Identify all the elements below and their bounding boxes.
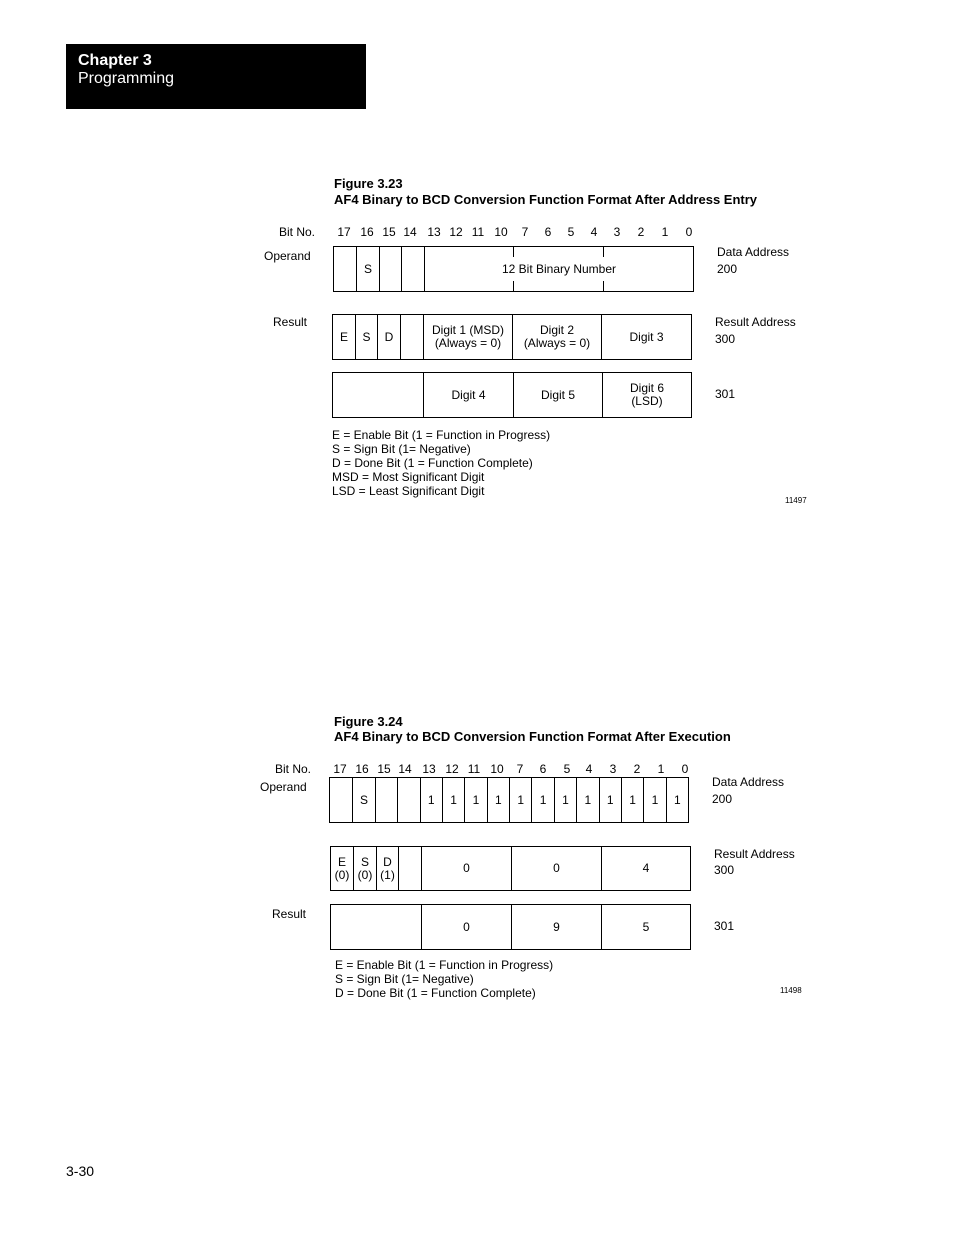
bit-no-label: Bit No. (275, 762, 312, 776)
address-301: 301 (715, 387, 736, 401)
figure-23-title: AF4 Binary to BCD Conversion Function Format After Address Entry (334, 192, 758, 207)
result-address-label: Result Address (715, 315, 796, 329)
bit-17-cell (334, 247, 356, 291)
operand-bit-cell: 1 (442, 778, 464, 822)
bit-14-cell (401, 247, 424, 291)
bit-number: 12 (449, 225, 463, 239)
data-address-label: Data Address (717, 245, 790, 259)
figure-23-legend (332, 428, 550, 498)
page-number: 3-30 (66, 1163, 95, 1179)
digit-2-cell: 0 (511, 847, 601, 890)
nibble-tick (603, 281, 604, 291)
enable-bit-cell: E (339, 329, 348, 344)
operand-bit-cell (397, 778, 419, 822)
result-address-label: Result Address (714, 847, 795, 861)
operand-bit-cell: 1 (509, 778, 531, 822)
bit-number: 1 (657, 762, 665, 776)
data-address-value: 200 (717, 262, 738, 276)
bit-number: 13 (422, 762, 436, 776)
figure-24-number: Figure 3.24 (334, 714, 403, 729)
bit-number: 5 (567, 225, 575, 239)
result-register-300 (330, 846, 691, 891)
result-register-301 (330, 904, 691, 950)
bit-number: 12 (445, 762, 459, 776)
operand-register (333, 246, 694, 292)
figure-24-legend (335, 958, 553, 1000)
operand-bit-cell: S (352, 778, 374, 822)
bit-14-cell (398, 847, 421, 890)
legend-item: D = Done Bit (1 = Function Complete) (332, 456, 533, 470)
bit-number: 5 (563, 762, 571, 776)
bit-14-cell (400, 315, 423, 359)
sign-bit-cell: S (0) (353, 847, 376, 890)
digit-6-cell: Digit 6 (LSD) (602, 373, 691, 417)
bit-number: 7 (521, 225, 529, 239)
operand-register (329, 777, 689, 823)
operand-bit-cell: 1 (464, 778, 486, 822)
bit-number: 17 (333, 762, 347, 776)
legend-item: MSD = Most Significant Digit (332, 470, 485, 484)
bit-number: 17 (337, 225, 351, 239)
result-register-301 (332, 372, 692, 418)
operand-bit-cell: 1 (621, 778, 643, 822)
digit-5-cell: 9 (511, 905, 601, 949)
operand-bit-cell: 1 (487, 778, 509, 822)
bit-number: 10 (494, 225, 508, 239)
operand-bit-cell: 1 (599, 778, 621, 822)
bit-no-label: Bit No. (279, 225, 316, 239)
bit-number: 11 (467, 762, 481, 776)
bit-number: 16 (360, 225, 374, 239)
figure-23-ref: 11497 (785, 496, 807, 505)
chapter-title: Chapter 3 (78, 52, 152, 69)
digit-4-cell: 0 (421, 905, 511, 949)
bit-number: 7 (516, 762, 524, 776)
binary-number-field: 12 Bit Binary Number (424, 247, 693, 291)
operand-label: Operand (264, 249, 311, 263)
bit-number: 4 (585, 762, 593, 776)
result-label: Result (272, 907, 307, 921)
digit-1-cell: Digit 1 (MSD) (Always = 0) (423, 315, 512, 359)
bit-number: 2 (637, 225, 645, 239)
bit-number: 14 (403, 225, 417, 239)
bit-number: 0 (685, 225, 693, 239)
legend-item: D = Done Bit (1 = Function Complete) (335, 986, 536, 1000)
bit-number: 3 (613, 225, 621, 239)
result-register-300 (332, 314, 692, 360)
data-address-value: 200 (712, 792, 733, 806)
digit-4-cell: Digit 4 (423, 373, 513, 417)
bit-number: 2 (633, 762, 641, 776)
figure-24-title: AF4 Binary to BCD Conversion Function Format After Execution (334, 729, 731, 744)
result-address-value: 300 (714, 863, 735, 877)
legend-item: LSD = Least Significant Digit (332, 484, 485, 498)
nibble-tick (513, 281, 514, 291)
operand-bit-cell: 1 (554, 778, 576, 822)
bit-number: 1 (661, 225, 669, 239)
bit-number: 11 (471, 225, 485, 239)
digit-3-cell: Digit 3 (601, 315, 691, 359)
operand-bit-cell: 1 (643, 778, 665, 822)
digit-2-cell: Digit 2 (Always = 0) (512, 315, 601, 359)
operand-bit-cell (330, 778, 352, 822)
legend-item: E = Enable Bit (1 = Function in Progress) (335, 958, 554, 972)
sign-bit-cell: S (356, 247, 379, 291)
operand-bit-cell: 1 (420, 778, 442, 822)
figure-24-ref: 11498 (780, 986, 802, 995)
bit-number: 3 (609, 762, 617, 776)
figure-23-number: Figure 3.23 (334, 176, 403, 191)
digit-6-cell: 5 (601, 905, 690, 949)
legend-item: E = Enable Bit (1 = Function in Progress) (332, 428, 551, 442)
data-address-label: Data Address (712, 775, 785, 789)
bit-number: 0 (681, 762, 689, 776)
section-title: Programming (78, 70, 175, 87)
empty-upper-bits (331, 905, 421, 949)
empty-upper-bits (333, 373, 423, 417)
result-address-value: 300 (715, 332, 736, 346)
operand-bit-cell (375, 778, 397, 822)
bit-15-cell (379, 247, 401, 291)
done-bit-cell: D (377, 315, 400, 359)
sign-bit-cell: S (355, 315, 377, 359)
legend-item: S = Sign Bit (1= Negative) (335, 972, 474, 986)
done-bit-cell: D (1) (376, 847, 398, 890)
enable-bit-cell: E (0) (334, 854, 350, 882)
legend-item: S = Sign Bit (1= Negative) (332, 442, 471, 456)
bit-number: 14 (398, 762, 412, 776)
address-301: 301 (714, 919, 735, 933)
bit-number: 6 (544, 225, 552, 239)
operand-bit-cell: 1 (576, 778, 598, 822)
bit-number: 6 (539, 762, 547, 776)
digit-5-cell: Digit 5 (513, 373, 602, 417)
operand-bit-cell: 1 (531, 778, 553, 822)
result-label: Result (273, 315, 308, 329)
chapter-header (66, 44, 366, 109)
bit-number: 10 (490, 762, 504, 776)
operand-label: Operand (260, 780, 307, 794)
bit-number: 4 (590, 225, 598, 239)
bit-number: 13 (427, 225, 441, 239)
operand-bit-cell: 1 (666, 778, 688, 822)
bit-number: 16 (355, 762, 369, 776)
nibble-tick (513, 247, 514, 257)
digit-3-cell: 4 (601, 847, 690, 890)
bit-number: 15 (377, 762, 391, 776)
bit-number: 15 (382, 225, 396, 239)
nibble-tick (603, 247, 604, 257)
digit-1-cell: 0 (421, 847, 511, 890)
